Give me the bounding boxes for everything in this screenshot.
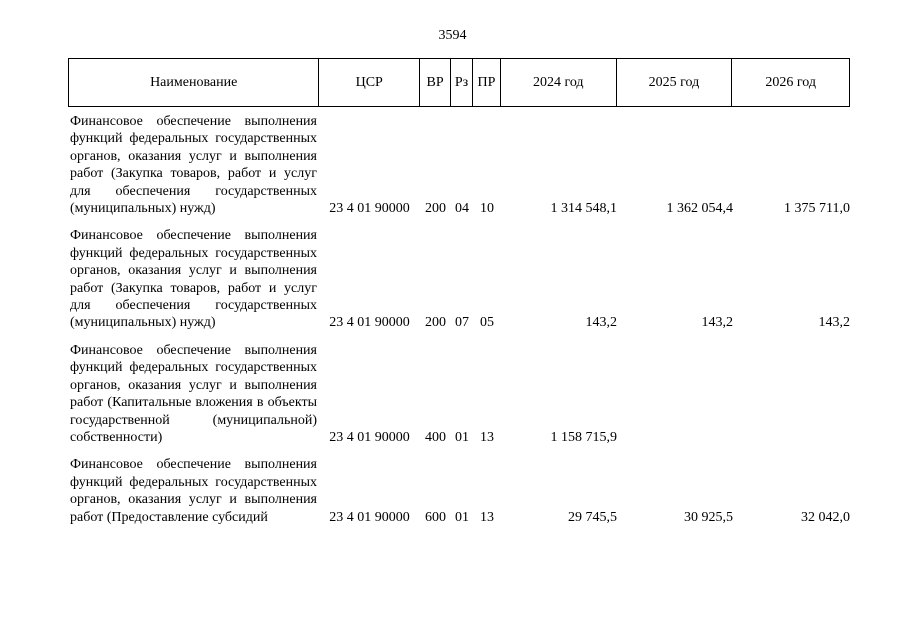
row-pr-value: 13 (480, 509, 494, 525)
row-vr (420, 342, 451, 446)
row-2025 (617, 456, 733, 526)
row-2026 (733, 456, 850, 526)
row-2024-value: 1 158 715,9 (550, 429, 617, 445)
row-rz-value: 01 (455, 509, 469, 525)
row-rz-value: 07 (455, 315, 469, 331)
row-csr (319, 342, 420, 446)
row-vr-value: 200 (425, 201, 446, 217)
row-2025-value: 30 925,5 (684, 509, 733, 525)
row-pr-value: 13 (480, 429, 494, 445)
row-2026 (733, 227, 850, 331)
row-pr-value: 05 (480, 315, 494, 331)
table-row (68, 113, 850, 217)
header-2026: 2026 год (765, 74, 816, 90)
header-csr: ЦСР (319, 59, 420, 106)
row-vr-value: 200 (425, 315, 446, 331)
row-name: Финансовое обеспечение выполнения функций федеральных государственных органов, оказания услуг и выполнения работ (Закупка товаров, работ и услуг для обеспечения государственных (муниципальных) нужд) (70, 228, 317, 331)
table-header (68, 58, 850, 107)
row-2025 (617, 113, 733, 217)
row-vr-value: 600 (425, 509, 446, 525)
row-pr (473, 113, 501, 217)
row-2026 (733, 113, 850, 217)
row-rz-value: 01 (455, 429, 469, 445)
row-2026 (733, 342, 850, 446)
row-csr (319, 113, 420, 217)
row-2024-value: 1 314 548,1 (550, 201, 617, 217)
header-pr: ПР (473, 59, 501, 106)
row-rz-value: 04 (455, 201, 469, 217)
row-rz (451, 227, 473, 331)
row-2026-value: 143,2 (818, 315, 850, 331)
row-2025 (617, 227, 733, 331)
row-pr (473, 456, 501, 526)
row-2025-value: 1 362 054,4 (666, 201, 733, 217)
header-name: Наименование (69, 59, 319, 106)
row-vr (420, 113, 451, 217)
row-csr-value: 23 4 01 90000 (329, 201, 410, 217)
row-vr (420, 227, 451, 331)
row-rz (451, 456, 473, 526)
row-2024 (501, 342, 617, 446)
table-row (68, 342, 850, 446)
table-row (68, 227, 850, 331)
row-csr-value: 23 4 01 90000 (329, 429, 410, 445)
row-rz (451, 342, 473, 446)
row-vr-value: 400 (425, 429, 446, 445)
table-row (68, 456, 850, 526)
row-pr-value: 10 (480, 201, 494, 217)
header-2024: 2024 год (501, 59, 617, 106)
header-rz: Рз (451, 59, 473, 106)
header-vr: ВР (420, 59, 451, 106)
row-2024 (501, 456, 617, 526)
row-2025 (617, 342, 733, 446)
row-2024-value: 29 745,5 (568, 509, 617, 525)
page-number: 3594 (438, 28, 467, 43)
row-2026-value: 1 375 711,0 (784, 201, 850, 217)
row-rz (451, 113, 473, 217)
row-csr (319, 227, 420, 331)
row-vr (420, 456, 451, 526)
row-2024 (501, 113, 617, 217)
row-2026-value: 32 042,0 (801, 509, 850, 525)
row-2024 (501, 227, 617, 331)
table-body (68, 113, 850, 536)
row-2025-value: 143,2 (701, 315, 733, 331)
row-pr (473, 227, 501, 331)
row-name: Финансовое обеспечение выполнения функций федеральных государственных органов, оказания услуг и выполнения работ (Капитальные вложения в объекты государственной (муниципальной) собственности) (70, 342, 317, 445)
row-name: Финансовое обеспечение выполнения функций федеральных государственных органов, оказания услуг и выполнения работ (Предоставление субсидий (70, 457, 317, 525)
row-2024-value: 143,2 (585, 315, 617, 331)
row-csr-value: 23 4 01 90000 (329, 509, 410, 525)
row-pr (473, 342, 501, 446)
row-csr (319, 456, 420, 526)
row-name: Финансовое обеспечение выполнения функций федеральных государственных органов, оказания услуг и выполнения работ (Закупка товаров, работ и услуг для обеспечения государственных (муниципальных) нужд) (70, 114, 317, 217)
row-csr-value: 23 4 01 90000 (329, 315, 410, 331)
header-2025: 2025 год (617, 59, 733, 106)
